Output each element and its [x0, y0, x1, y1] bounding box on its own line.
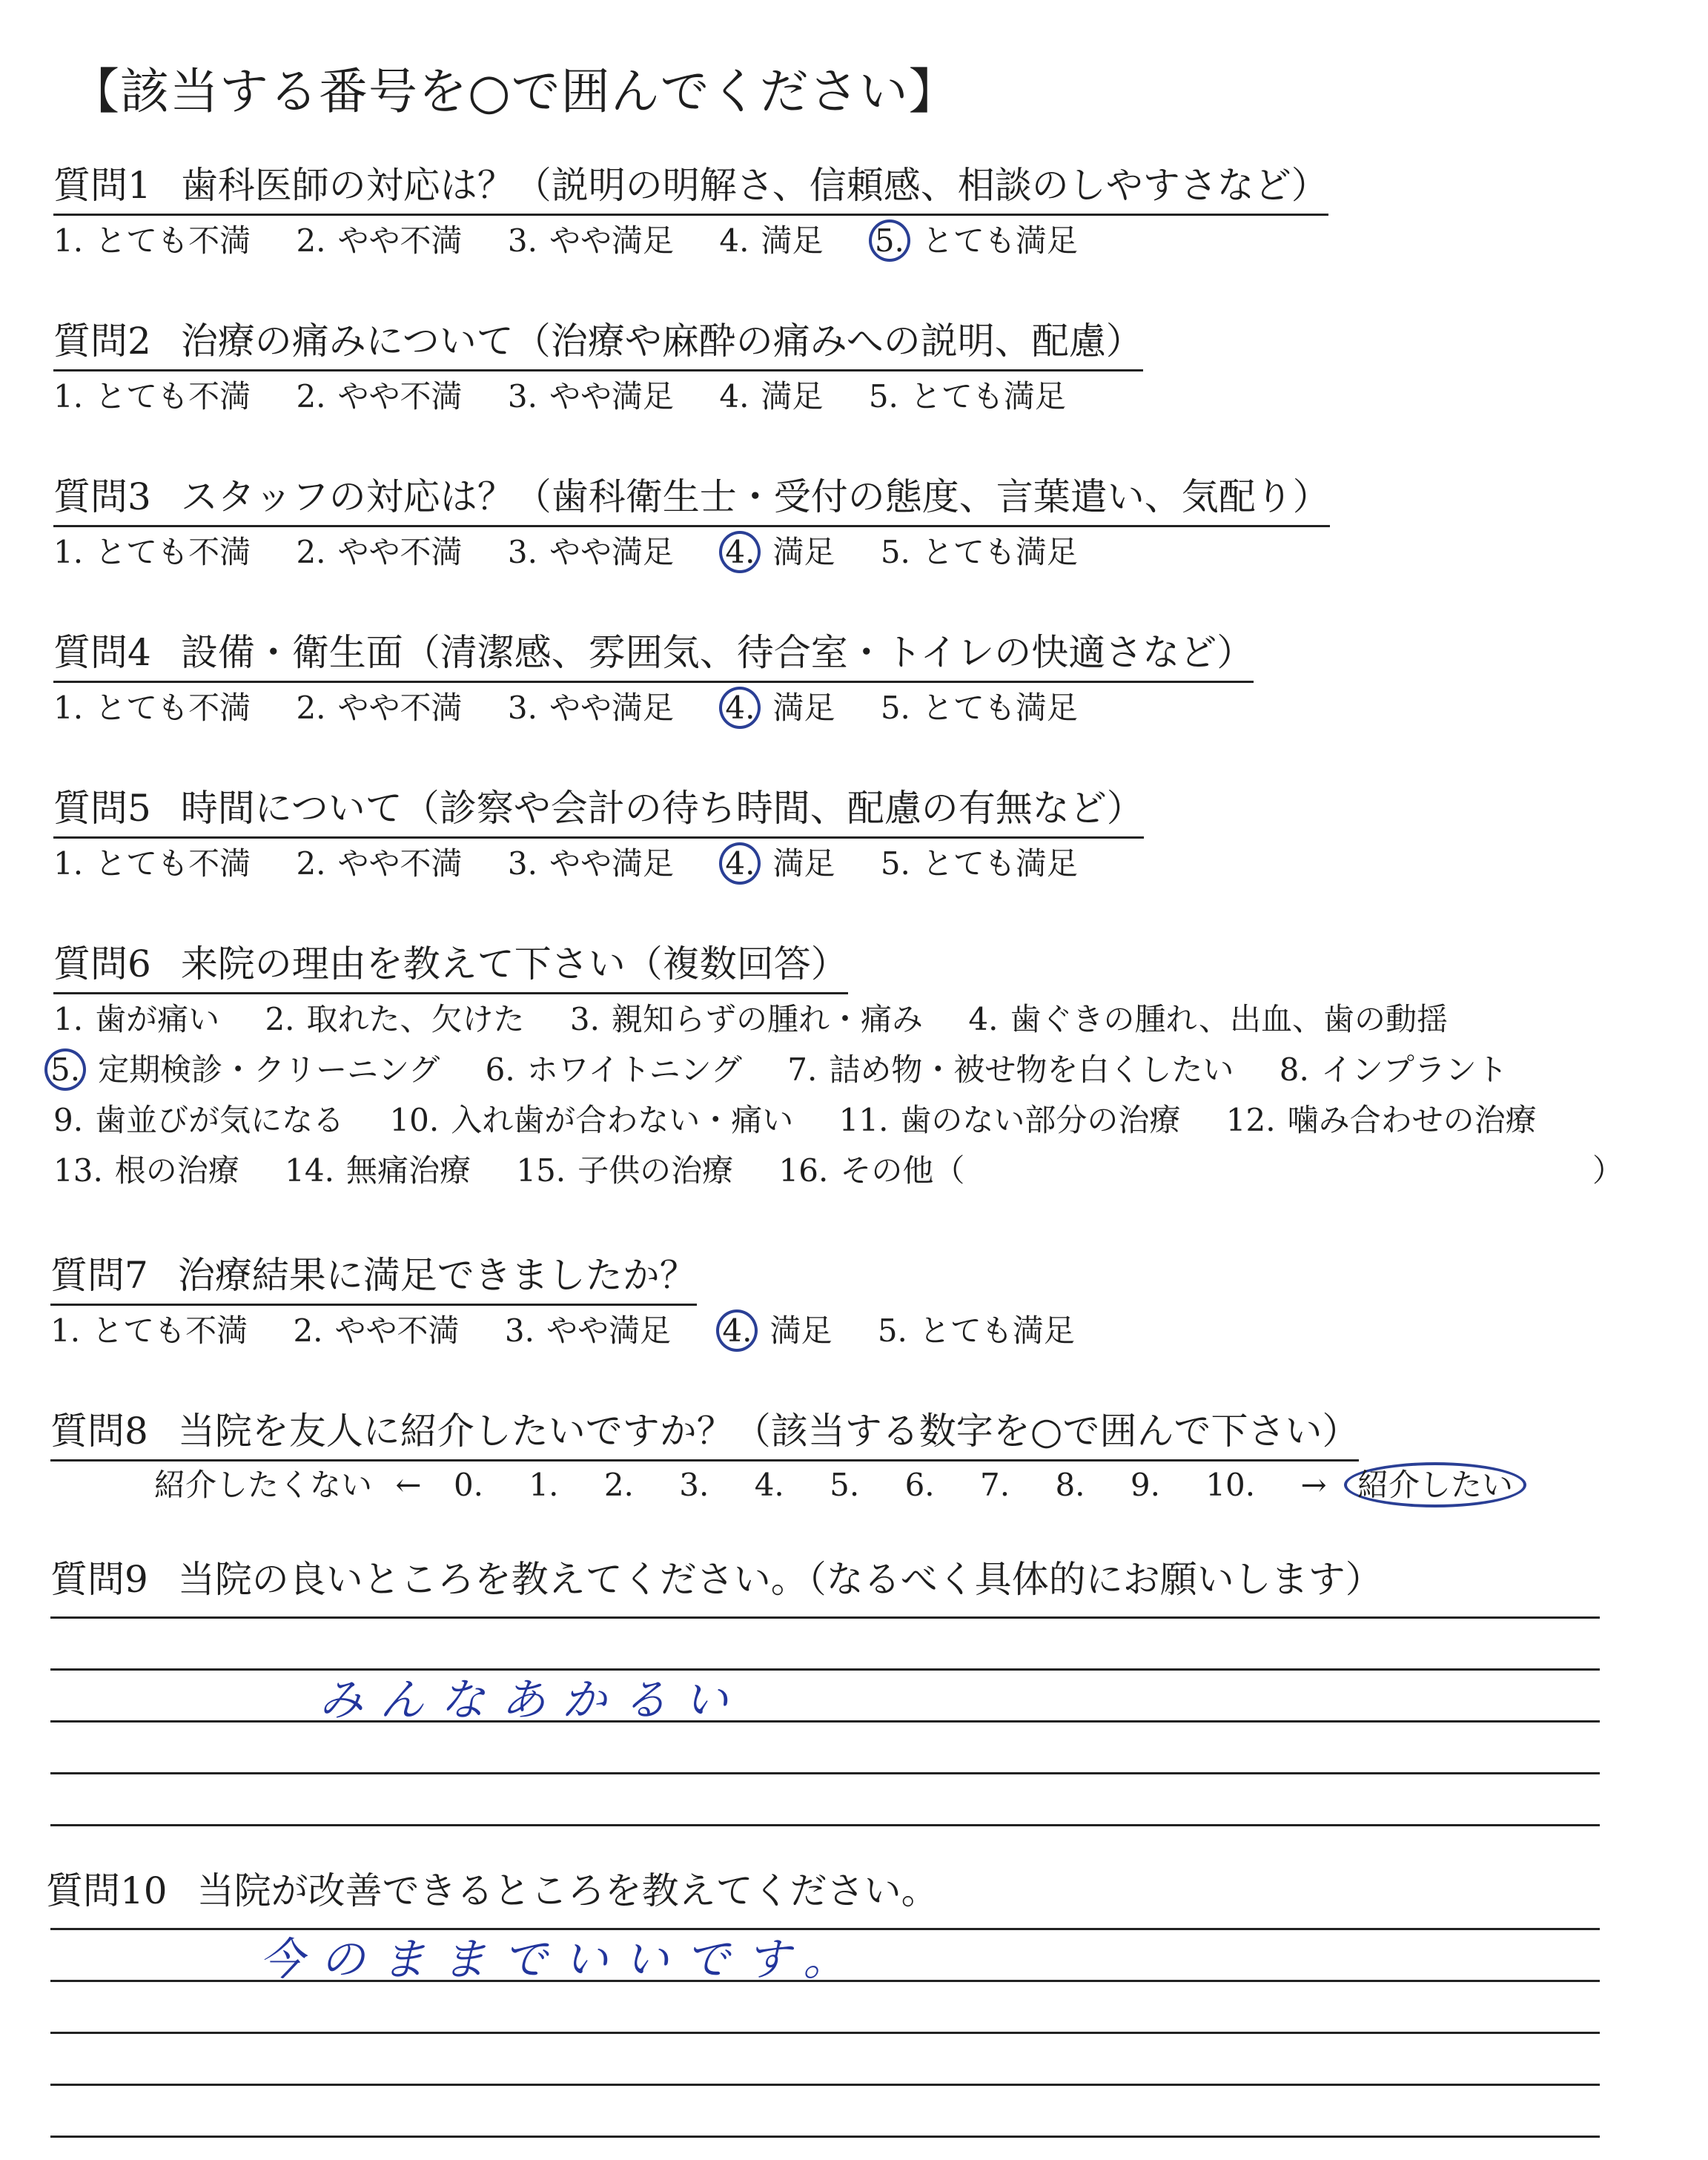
q8-left-arrow: ← [395, 1467, 422, 1503]
q6-option-1[interactable]: 1. 歯が痛い [53, 1001, 220, 1037]
q8-title [50, 1401, 1359, 1462]
q6-row-4 [53, 1146, 1000, 1191]
q4-selected-circle: 4. [719, 687, 761, 729]
q6-option-6[interactable]: 6. ホワイトニング [485, 1051, 742, 1088]
q4-text: 設備・衛生面（清潔感、雰囲気、待合室・トイレの快適さなど） [180, 631, 1254, 674]
q8-scale-6[interactable]: 6. [904, 1467, 935, 1503]
q6-option-2[interactable]: 2. 取れた、欠けた [265, 1001, 525, 1037]
q3-option-2[interactable]: 2. やや不満 [296, 534, 463, 570]
q5-option-4[interactable]: 4. 満足 [719, 845, 835, 882]
q8-scale-8[interactable]: 8. [1055, 1467, 1085, 1503]
q7-options [50, 1307, 1110, 1351]
q7-option-2[interactable]: 2. やや不満 [293, 1312, 460, 1349]
q7-text: 治療結果に満足できましたか？ [177, 1254, 697, 1297]
q8-text: 当院を友人に紹介したいですか？（該当する数字を○で囲んで下さい） [177, 1410, 1360, 1453]
q3-option-5[interactable]: 5. とても満足 [880, 534, 1078, 570]
q3-text: スタッフの対応は？（歯科衛生士・受付の態度、言葉遣い、気配り） [180, 475, 1330, 518]
q6-option-9[interactable]: 9. 歯並びが気になる [53, 1102, 345, 1138]
q8-right-label[interactable]: 紹介したい [1344, 1462, 1526, 1507]
q6-option-3[interactable]: 3. 親知らずの腫れ・痛み [569, 1001, 923, 1037]
q6-option-10[interactable]: 10. 入れ歯が合わない・痛い [389, 1102, 794, 1138]
q3-title [53, 467, 1330, 527]
q5-option-5[interactable]: 5. とても満足 [880, 845, 1078, 882]
q2-options [53, 372, 1102, 417]
q10-line-3 [50, 2032, 1600, 2034]
q4-title [53, 623, 1254, 683]
q2-option-4[interactable]: 4. 満足 [719, 378, 824, 415]
q7-option-5[interactable]: 5. とても満足 [877, 1312, 1075, 1349]
q9-line-2 [50, 1668, 1600, 1671]
q4-option-3[interactable]: 3. やや満足 [507, 690, 674, 726]
q5-label: 質問5 [53, 787, 151, 830]
q8-scale-2[interactable]: 2. [603, 1467, 634, 1503]
q6-label: 質問6 [53, 942, 151, 985]
q6-row-3 [53, 1096, 1572, 1140]
q1-text: 歯科医師の対応は？（説明の明解さ、信頼感、相談のしやすさなど） [180, 164, 1328, 207]
q3-options [53, 528, 1113, 572]
q10-label: 質問10 [46, 1869, 168, 1912]
q8-scale-3[interactable]: 3. [679, 1467, 709, 1503]
q6-option-14[interactable]: 14. 無痛治療 [285, 1152, 471, 1189]
q9-answer[interactable]: みんなあかるい [319, 1674, 744, 1726]
q1-options [53, 217, 1113, 261]
q6-option-15[interactable]: 15. 子供の治療 [516, 1152, 734, 1189]
q1-option-2[interactable]: 2. やや不満 [296, 222, 463, 259]
q3-option-1[interactable]: 1. とても不満 [53, 534, 251, 570]
q6-selected-circle: 5. [44, 1048, 86, 1091]
q1-option-5[interactable]: 5. とても満足 [869, 222, 1078, 259]
q7-option-4[interactable]: 4. 満足 [716, 1312, 832, 1349]
q6-option-7[interactable]: 7. 詰め物・被せ物を白くしたい [787, 1051, 1234, 1088]
q1-selected-circle: 5. [869, 219, 910, 262]
q6-option-11[interactable]: 11. 歯のない部分の治療 [838, 1102, 1181, 1138]
q5-option-3[interactable]: 3. やや満足 [507, 845, 674, 882]
q8-scale-9[interactable]: 9. [1130, 1467, 1160, 1503]
q6-option-16[interactable]: 16. その他（ [778, 1152, 965, 1189]
q9-label: 質問9 [50, 1558, 148, 1601]
q7-title [50, 1246, 697, 1306]
q6-row-2 [44, 1046, 1543, 1090]
q6-option-13[interactable]: 13. 根の治療 [53, 1152, 239, 1189]
q1-option-4[interactable]: 4. 満足 [719, 222, 824, 259]
q8-scale [154, 1461, 1526, 1505]
q3-option-4[interactable]: 4. 満足 [719, 534, 835, 570]
q4-option-2[interactable]: 2. やや不満 [296, 690, 463, 726]
q2-title [53, 311, 1143, 371]
q3-label: 質問3 [53, 475, 151, 518]
q6-title [53, 934, 848, 994]
q3-selected-circle: 4. [719, 531, 761, 573]
q2-option-2[interactable]: 2. やや不満 [296, 378, 463, 415]
q9-title [50, 1550, 1383, 1603]
q10-title [46, 1861, 939, 1915]
q8-scale-1[interactable]: 1. [529, 1467, 559, 1503]
q10-text: 当院が改善できるところを教えてください。 [196, 1869, 939, 1912]
q1-title [53, 156, 1328, 216]
q9-line-5 [50, 1824, 1600, 1826]
q8-scale-0[interactable]: 0. [453, 1467, 484, 1503]
q6-option-12[interactable]: 12. 噛み合わせの治療 [1225, 1102, 1537, 1138]
q10-line-5 [50, 2136, 1600, 2138]
q4-label: 質問4 [53, 631, 151, 674]
q4-option-4[interactable]: 4. 満足 [719, 690, 835, 726]
q9-line-3 [50, 1720, 1600, 1723]
q5-options [53, 839, 1113, 884]
q2-text: 治療の痛みについて（治療や麻酔の痛みへの説明、配慮） [180, 320, 1143, 363]
q6-other-close: ） [1592, 1152, 1624, 1189]
q6-option-4[interactable]: 4. 歯ぐきの腫れ、出血、歯の動揺 [968, 1001, 1448, 1037]
form-header: 【該当する番号を○で囲んでください】 [70, 63, 959, 120]
q8-right-arrow: → [1300, 1467, 1327, 1503]
q4-options [53, 684, 1113, 728]
q6-row-1 [53, 995, 1483, 1040]
q8-scale-4[interactable]: 4. [754, 1467, 784, 1503]
q6-option-5[interactable]: 5. 定期検診・クリーニング [44, 1051, 440, 1088]
q5-selected-circle: 4. [719, 842, 761, 885]
q3-option-3[interactable]: 3. やや満足 [507, 534, 674, 570]
q4-option-5[interactable]: 5. とても満足 [880, 690, 1078, 726]
q9-line-1 [50, 1616, 1600, 1619]
q10-line-4 [50, 2084, 1600, 2086]
q1-option-3[interactable]: 3. やや満足 [507, 222, 674, 259]
q9-line-4 [50, 1772, 1600, 1774]
q5-text: 時間について（診察や会計の待ち時間、配慮の有無など） [180, 787, 1144, 830]
q7-option-1[interactable]: 1. とても不満 [50, 1312, 248, 1349]
q5-option-1[interactable]: 1. とても不満 [53, 845, 251, 882]
q8-label: 質問8 [50, 1410, 148, 1453]
q6-option-8[interactable]: 8. インプラント [1279, 1051, 1508, 1088]
q6-text: 来院の理由を教えて下さい（複数回答） [180, 942, 848, 985]
q10-answer[interactable]: 今のままでいいです。 [259, 1934, 864, 1986]
q2-option-1[interactable]: 1. とても不満 [53, 378, 251, 415]
q8-scale-10[interactable]: 10. [1205, 1467, 1256, 1503]
q7-option-3[interactable]: 3. やや満足 [504, 1312, 671, 1349]
q8-scale-5[interactable]: 5. [830, 1467, 860, 1503]
q1-label: 質問1 [53, 164, 151, 207]
q8-scale-7[interactable]: 7. [980, 1467, 1010, 1503]
q4-option-1[interactable]: 1. とても不満 [53, 690, 251, 726]
q2-label: 質問2 [53, 320, 151, 363]
q8-left-label: 紹介したくない [154, 1467, 373, 1503]
q5-title [53, 779, 1144, 839]
q7-label: 質問7 [50, 1254, 148, 1297]
q7-selected-circle: 4. [716, 1309, 758, 1352]
q2-option-5[interactable]: 5. とても満足 [868, 378, 1066, 415]
q9-text: 当院の良いところを教えてください。（なるべく具体的にお願いします） [177, 1558, 1383, 1601]
q1-option-1[interactable]: 1. とても不満 [53, 222, 251, 259]
q2-option-3[interactable]: 3. やや満足 [507, 378, 674, 415]
q5-option-2[interactable]: 2. やや不満 [296, 845, 463, 882]
